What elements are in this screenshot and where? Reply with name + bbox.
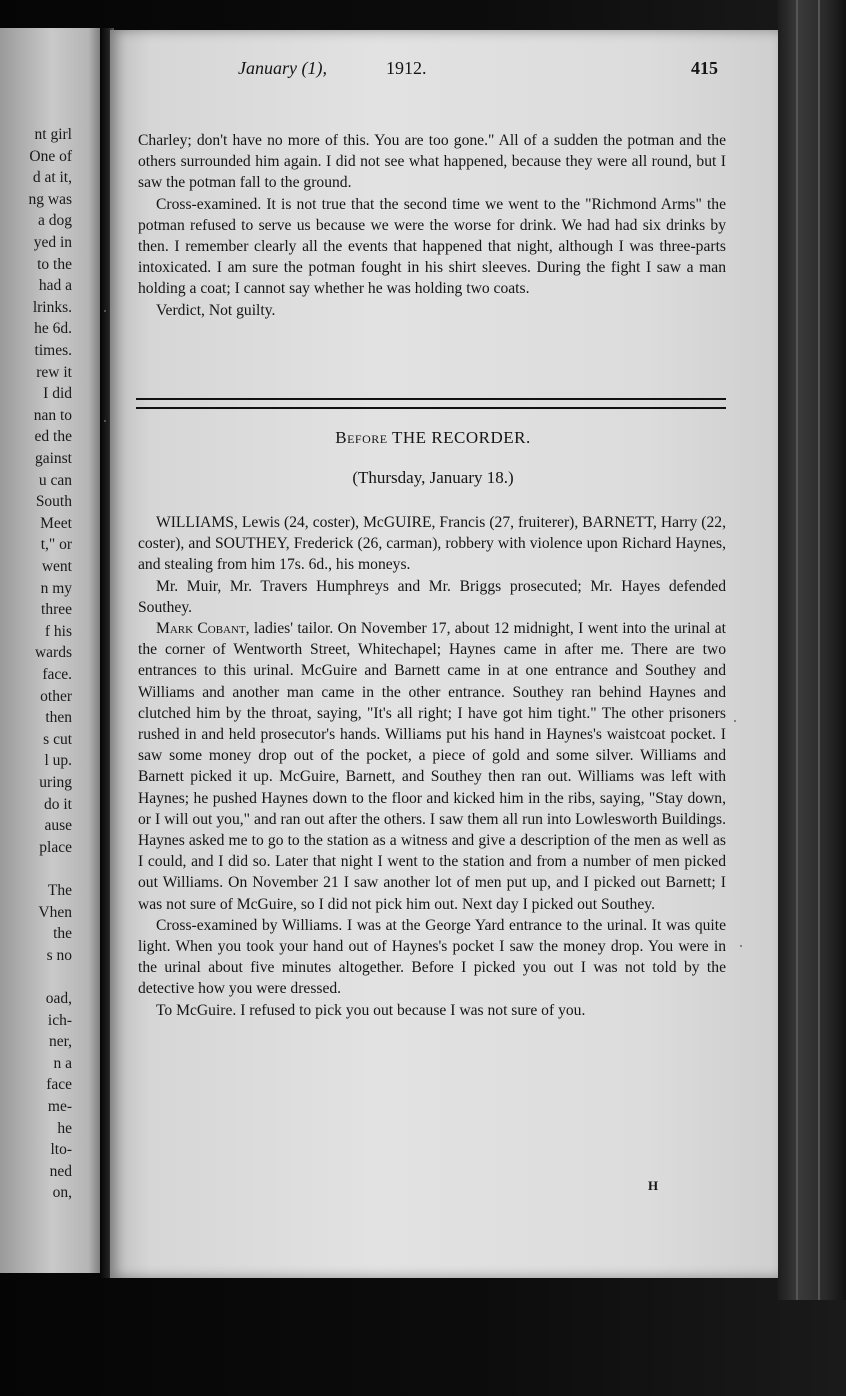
running-head-year: 1912. [386,58,427,78]
heading-main: THE RECORDER. [387,428,531,447]
left-page-fragment: gainst [34,450,72,467]
left-page-fragment: ner, [48,1033,72,1051]
speck [734,720,736,722]
paragraph: Cross-examined. It is not true that the second time we went to the "Richmond Arms" the potman refused to serve us because we were the worse for drink. We had had six drinks by then. I remember clearly all the events that happened that night, although I was three-parts intoxicated. I am sure the potman fought in his shirt sleeves. During the fight I saw a man holding a coat; I cannot say whether he was holding two coats. [138,195,726,298]
left-page-fragment: One of [29,147,72,165]
left-page-fragment: ed the [34,428,72,446]
left-page-fragment: South [35,493,72,511]
left-page-fragment: ned [49,1162,72,1180]
left-page-fragment: me- [47,1098,72,1115]
left-page-fragment: ause [44,817,72,835]
counsel: Mr. Muir, Mr. Travers Humphreys and Mr. Briggs prosecuted; Mr. Hayes defended Southey. [138,577,726,616]
witness-name: Mark Cobant [156,620,246,638]
case-title: WILLIAMS, Lewis (24, coster), McGUIRE, Francis (27, fruiterer), BARNETT, Harry (22, coster), and SOUTHEY, Frederick (26, carman), robbery with violence upon Richard Haynes, and stealing from him 17s. 6d., his moneys. [138,514,726,574]
left-page-fragment: d at it, [32,169,72,187]
left-page-fragment: Meet [40,514,72,532]
top-section [138,130,726,321]
left-page-fragment: lto- [50,1141,72,1159]
session-date: (Thursday, January 18.) [352,468,514,487]
left-page-fragment: to the [37,255,72,273]
case-section [138,512,726,1021]
left-page-fragment: ich- [47,1011,72,1029]
left-page-fragment: then [45,709,72,727]
left-page-fragment: s cut [43,730,72,748]
left-page-fragment: he 6d. [34,320,72,338]
left-page-fragment: ng was [28,190,72,208]
left-page-fragment: rew it [36,363,72,381]
heading-prefix: Before [335,428,388,447]
left-page-fragment: do it [44,795,72,813]
left-page-fragment: u can [38,471,72,489]
page-number: 415 [691,58,718,78]
speck [104,310,106,312]
paragraph: Charley; don't have no more of this. You are too gone." All of a sudden the potman and the others surrounded him again. I did not see what happened, because they were all round, but I saw the potman fall to the ground. [138,132,726,192]
witness-testimony [138,618,726,915]
signature-mark: H [648,1178,659,1193]
cross-examination: Cross-examined by Williams. I was at the George Yard entrance to the urinal. It was quite light. When you took your hand out of Haynes's pocket I saw the money drop. You were in the urinal about five minutes altogether. Before I picked you out I was not told by the detective how you were dressed. [138,916,726,998]
left-page-fragment: three [41,601,72,619]
left-page-fragment: n a [53,1054,72,1072]
left-page-fragment: f his [44,622,72,640]
left-page-fragment: I did [43,385,72,403]
left-page-fragment: on, [52,1184,72,1202]
page-header [238,58,718,82]
left-page-fragment: The [47,882,72,899]
left-page-fragment: face. [42,666,72,683]
left-page-fragment: s no [46,946,72,964]
left-page-fragment: l up. [44,752,72,770]
left-page-fragment: a dog [37,212,72,230]
left-page-fragment: had a [38,277,72,295]
left-page-fragment: face [46,1076,72,1094]
verdict: Verdict, Not guilty. [156,301,276,319]
to-mcguire: To McGuire. I refused to pick you out because I was not sure of you. [156,1001,586,1019]
left-page-fragment: Vhen [38,903,72,921]
left-page-fragment: uring [39,774,72,791]
left-page-fragment: yed in [33,234,72,251]
running-head: January (1), [238,58,327,78]
left-page-fragment: nan to [33,406,72,424]
section-divider [136,398,726,409]
left-page-fragment: oad, [45,990,72,1007]
left-page-fragment: other [40,687,72,705]
speck [740,945,742,947]
left-page-fragment: wards [34,644,72,662]
witness-text: , ladies' tailor. On November 17, about 12 midnight, I went into the urinal at the corner of Wentworth Street, Whitechapel; Haynes came in after me. There are two entrances to this urinal. McGuire and Barnett came in at one entrance and Southey and Williams and another man came in the other entrance. Southey ran behind Haynes and clutched him by the throat, saying, "It's all right; I have got him tight." The other prisoners rushed in and held prosecutor's hands. Williams put his hand in Haynes's waistcoat pocket. I saw some money drop out of the pocket, a piece of gold and some silver. Williams and Barnett picked it up. McGuire, Barnett, and Southey then ran out. Williams was left with Haynes; he pushed Haynes down to the floor and kicked him in the ribs, saying, "Stay down, or I will out you," and ran out after the others. I saw them all run into Lowlesworth Buildings. Haynes asked me to go to the station as a witness and give a description of the men as well as I could, and I did so. Later that night I went to the station and from a number of men picked out Williams. On November 21 I saw another lot of men put up, and I picked out Barnett; I was not sure of McGuire, so I did not pick him out. Next day I picked out Southey. [138,620,726,913]
left-page-fragment: place [39,838,72,856]
left-page-fragment: t," or [40,536,72,554]
book-edge-right [778,0,846,1300]
left-page-fragment: nt girl [34,126,72,143]
left-page-fragment: the [53,925,72,943]
left-page-fragment: he [57,1119,72,1137]
left-page-fragment: n my [40,579,72,597]
section-heading [138,428,728,448]
left-page-fragment: went [41,558,72,575]
left-facing-page [0,28,104,1273]
left-page-fragment: times. [34,342,72,359]
left-page-fragment: lrinks. [32,298,72,316]
speck [104,420,106,422]
